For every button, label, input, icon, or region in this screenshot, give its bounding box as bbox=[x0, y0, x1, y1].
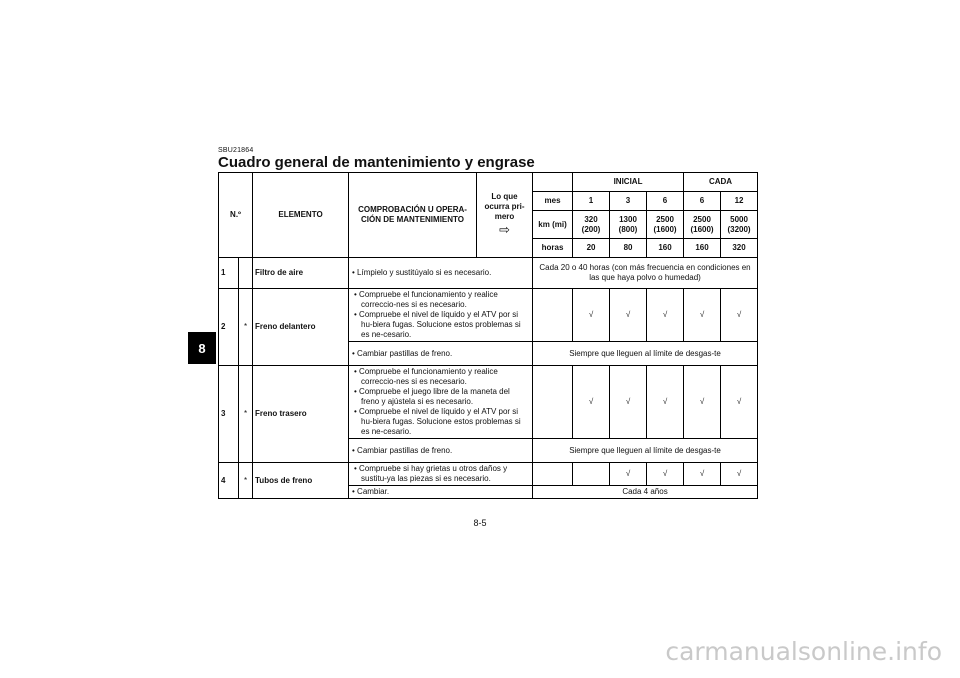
horas-cell: 20 bbox=[573, 239, 610, 258]
horas-cell: 80 bbox=[610, 239, 647, 258]
km-cell: 2500 (1600) bbox=[684, 211, 721, 239]
check-mark: √ bbox=[684, 289, 721, 342]
check-item: • Compruebe si hay grietas u otros daños y sustitu-ya las piezas si es necesario. bbox=[354, 464, 508, 483]
blank-cell bbox=[533, 173, 573, 192]
check-mark: √ bbox=[721, 463, 758, 486]
check-mark: √ bbox=[721, 366, 758, 439]
mes-cell: 3 bbox=[610, 192, 647, 211]
mes-cell: 1 bbox=[573, 192, 610, 211]
mes-cell: 12 bbox=[721, 192, 758, 211]
row-check: • Límpielo y sustitúyalo si es necesario. bbox=[349, 258, 533, 289]
check-mark: √ bbox=[573, 289, 610, 342]
row-number: 3 bbox=[219, 366, 239, 463]
blank-cell bbox=[533, 463, 573, 486]
check-mark: √ bbox=[610, 366, 647, 439]
check-item: • Compruebe el nivel de líquido y el ATV por si hu-biera fugas. Solucione estos problemas si es ne-cesario. bbox=[354, 310, 521, 339]
row-star: * bbox=[239, 289, 253, 366]
maintenance-table bbox=[218, 172, 758, 499]
check-mark: √ bbox=[647, 463, 684, 486]
col-header-first bbox=[477, 173, 533, 258]
row-element: Freno trasero bbox=[253, 366, 349, 463]
arrow-right-icon: ⇨ bbox=[499, 222, 510, 238]
table-row bbox=[219, 463, 758, 486]
check-mark: √ bbox=[610, 289, 647, 342]
page-title: Cuadro general de mantenimiento y engrase bbox=[218, 154, 535, 171]
row-checks bbox=[349, 289, 533, 342]
check-mark: √ bbox=[721, 289, 758, 342]
row-checks bbox=[349, 463, 533, 486]
check-item: • Compruebe el funcionamiento y realice correccio-nes si es necesario. bbox=[354, 290, 498, 309]
check-item: • Compruebe el juego libre de la maneta del freno y ajústela si es necesario. bbox=[354, 387, 510, 406]
chapter-tab: 8 bbox=[188, 332, 216, 364]
km-cell: 320 (200) bbox=[573, 211, 610, 239]
km-cell: 1300 (800) bbox=[610, 211, 647, 239]
check-mark: √ bbox=[647, 366, 684, 439]
row-number: 2 bbox=[219, 289, 239, 366]
row-subcheck: • Cambiar pastillas de freno. bbox=[349, 342, 533, 366]
check-mark: √ bbox=[684, 366, 721, 439]
mes-cell: 6 bbox=[684, 192, 721, 211]
row-subcheck: • Cambiar. bbox=[349, 486, 533, 499]
horas-cell: 160 bbox=[684, 239, 721, 258]
km-cell: 2500 (1600) bbox=[647, 211, 684, 239]
col-header-no: N.º bbox=[219, 173, 253, 258]
table-row bbox=[219, 258, 758, 289]
km-cell: 5000 (3200) bbox=[721, 211, 758, 239]
watermark: carmanualsonline.info bbox=[665, 637, 942, 666]
row-subnote: Siempre que lleguen al límite de desgas-te bbox=[533, 439, 758, 463]
mes-cell: 6 bbox=[647, 192, 684, 211]
check-mark: √ bbox=[647, 289, 684, 342]
row-subnote: Cada 4 años bbox=[533, 486, 758, 499]
check-mark: √ bbox=[684, 463, 721, 486]
col-header-check: COMPROBACIÓN U OPERA-CIÓN DE MANTENIMIENTO bbox=[349, 173, 477, 258]
blank-cell bbox=[533, 366, 573, 439]
check-mark: √ bbox=[573, 366, 610, 439]
check-item: • Compruebe el funcionamiento y realice correccio-nes si es necesario. bbox=[354, 367, 498, 386]
document-code: SBU21864 bbox=[218, 147, 254, 154]
header-initial: INICIAL bbox=[573, 173, 684, 192]
row-star: * bbox=[239, 463, 253, 499]
blank-cell bbox=[533, 289, 573, 342]
check-mark bbox=[573, 463, 610, 486]
row-star bbox=[239, 258, 253, 289]
table-row bbox=[219, 366, 758, 439]
row-element: Tubos de freno bbox=[253, 463, 349, 499]
row-element: Freno delantero bbox=[253, 289, 349, 366]
row-element: Filtro de aire bbox=[253, 258, 349, 289]
col-header-element: ELEMENTO bbox=[253, 173, 349, 258]
header-every: CADA bbox=[684, 173, 758, 192]
first-label: Lo que ocurra pri-mero bbox=[484, 192, 525, 222]
row-subnote: Siempre que lleguen al límite de desgas-te bbox=[533, 342, 758, 366]
row-number: 1 bbox=[219, 258, 239, 289]
row-subcheck: • Cambiar pastillas de freno. bbox=[349, 439, 533, 463]
row-checks bbox=[349, 366, 533, 439]
horas-cell: 160 bbox=[647, 239, 684, 258]
header-row bbox=[219, 173, 758, 192]
horas-cell: 320 bbox=[721, 239, 758, 258]
check-mark: √ bbox=[610, 463, 647, 486]
unit-horas: horas bbox=[533, 239, 573, 258]
row-number: 4 bbox=[219, 463, 239, 499]
row-star: * bbox=[239, 366, 253, 463]
page-number: 8-5 bbox=[473, 518, 487, 528]
table-row bbox=[219, 289, 758, 342]
unit-mes: mes bbox=[533, 192, 573, 211]
unit-km: km (mi) bbox=[533, 211, 573, 239]
row-note: Cada 20 o 40 horas (con más frecuencia en condiciones en las que haya polvo o humedad) bbox=[533, 258, 758, 289]
check-item: • Compruebe el nivel de líquido y el ATV por si hu-biera fugas. Solucione estos problemas si es ne-cesario. bbox=[354, 407, 521, 436]
